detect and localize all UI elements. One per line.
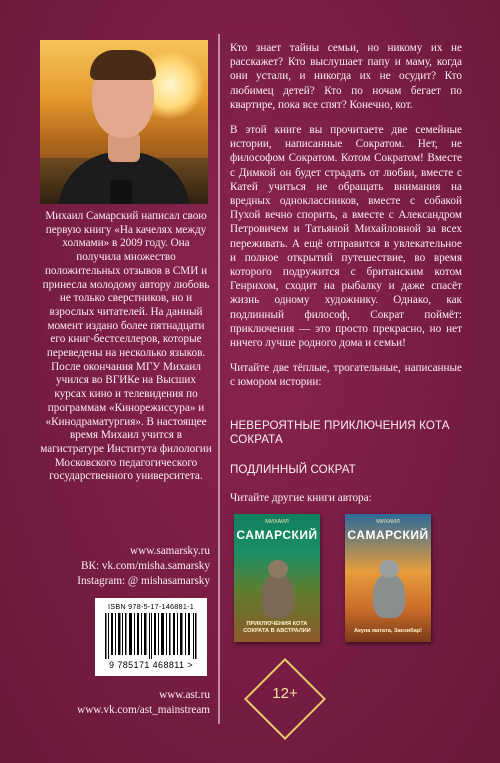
author-vk-link[interactable]: ВК: vk.com/misha.samarsky [81, 560, 210, 572]
barcode-digits: 9 785171 468811 > [109, 660, 193, 670]
book-author: МИХАИЛ [265, 519, 289, 525]
cat-illustration [373, 574, 405, 618]
book-cover-zanzibar[interactable] [345, 514, 431, 642]
story-title-2: ПОДЛИННЫЙ СОКРАТ [230, 463, 356, 476]
author-photo [40, 40, 208, 204]
column-divider [218, 34, 220, 724]
blurb-paragraph-2: В этой книге вы прочитаете две семейные истории, написанные Сократом. Нет, не философом Сократом. Котом Сократом! Вместе с Димкой он будет страдать от любви, вместе с Катей учиться не обращать внимания на вредных одноклассников, вместе с собакой Пухой вечно спорить, а вместе с Александром Петровичем и Татьяной Михайловной за всех переживать. А ещё отправится в увлекательное и полное открытий путешествие, во время которого подружится с британским котом Генрихом, сходит на рыбалку и даже спасёт жизнь одному художнику. Однако, как подлинный философ, Сократ поймёт: приключения — это просто прекрасно, но нет ничего лучше родного дома и семьи! [230, 124, 462, 350]
book-blurb [230, 41, 462, 401]
book-author-surname: САМАРСКИЙ [236, 528, 318, 542]
blurb-paragraph-3: Читайте две тёплые, трогательные, написанные с юмором истории: [230, 362, 462, 389]
book-title: Акуна матата, Занзибар! [353, 627, 423, 634]
more-books-label: Читайте другие книги автора: [230, 492, 372, 504]
book-title: ПРИКЛЮЧЕНИЯ КОТА СОКРАТА В АВСТРАЛИИ [243, 621, 311, 634]
author-bio-text: Михаил Самарский написал свою первую книгу «На качелях между холмами» в 2009 году. Она получила множество положительных отзывов в СМИ и принесла молодому автору любовь не только сверстников, но и взрослых читателей. На данный момент издано более пятнадцати его книг-бестселлеров, которые переведены на несколько языков. После окончания МГУ Михаил учился во ВГИКе на Высших курсах кино и телевидения по программам «Кинорежиссура» и «Кинодраматургия». В настоящее время Михаил учится в магистратуре Института филологии Московского педагогического государственного университета. [40, 210, 212, 483]
publisher-vk-link[interactable]: www.vk.com/ast_mainstream [77, 704, 210, 716]
author-instagram-link[interactable]: Instagram: @ mishasamarsky [77, 575, 210, 587]
book-author: МИХАИЛ [376, 519, 400, 525]
book-author-surname: САМАРСКИЙ [347, 528, 429, 542]
publisher-website-link[interactable]: www.ast.ru [159, 689, 210, 701]
barcode [95, 598, 207, 676]
publisher-links [30, 688, 210, 718]
book-cover-australia[interactable] [234, 514, 320, 642]
blurb-paragraph-1: Кто знает тайны семьи, но никому их не расскажет? Кто выслушает папу и маму, когда они устали, и никогда их не осудит? Кто любимец детей? Кто по ночам бегает по квартире, пока все спят? Конечно, кот. [230, 42, 462, 111]
age-rating: 12+ [272, 685, 298, 702]
author-bio [40, 210, 212, 484]
barcode-bars [105, 613, 197, 659]
story-title-1: НЕВЕРОЯТНЫЕ ПРИКЛЮЧЕНИЯ КОТА СОКРАТА [230, 419, 450, 446]
author-links [30, 544, 210, 589]
cat-illustration [262, 574, 294, 618]
isbn-text: ISBN 978-5-17-146881-1 [108, 602, 194, 611]
author-website-link[interactable]: www.samarsky.ru [130, 545, 210, 557]
